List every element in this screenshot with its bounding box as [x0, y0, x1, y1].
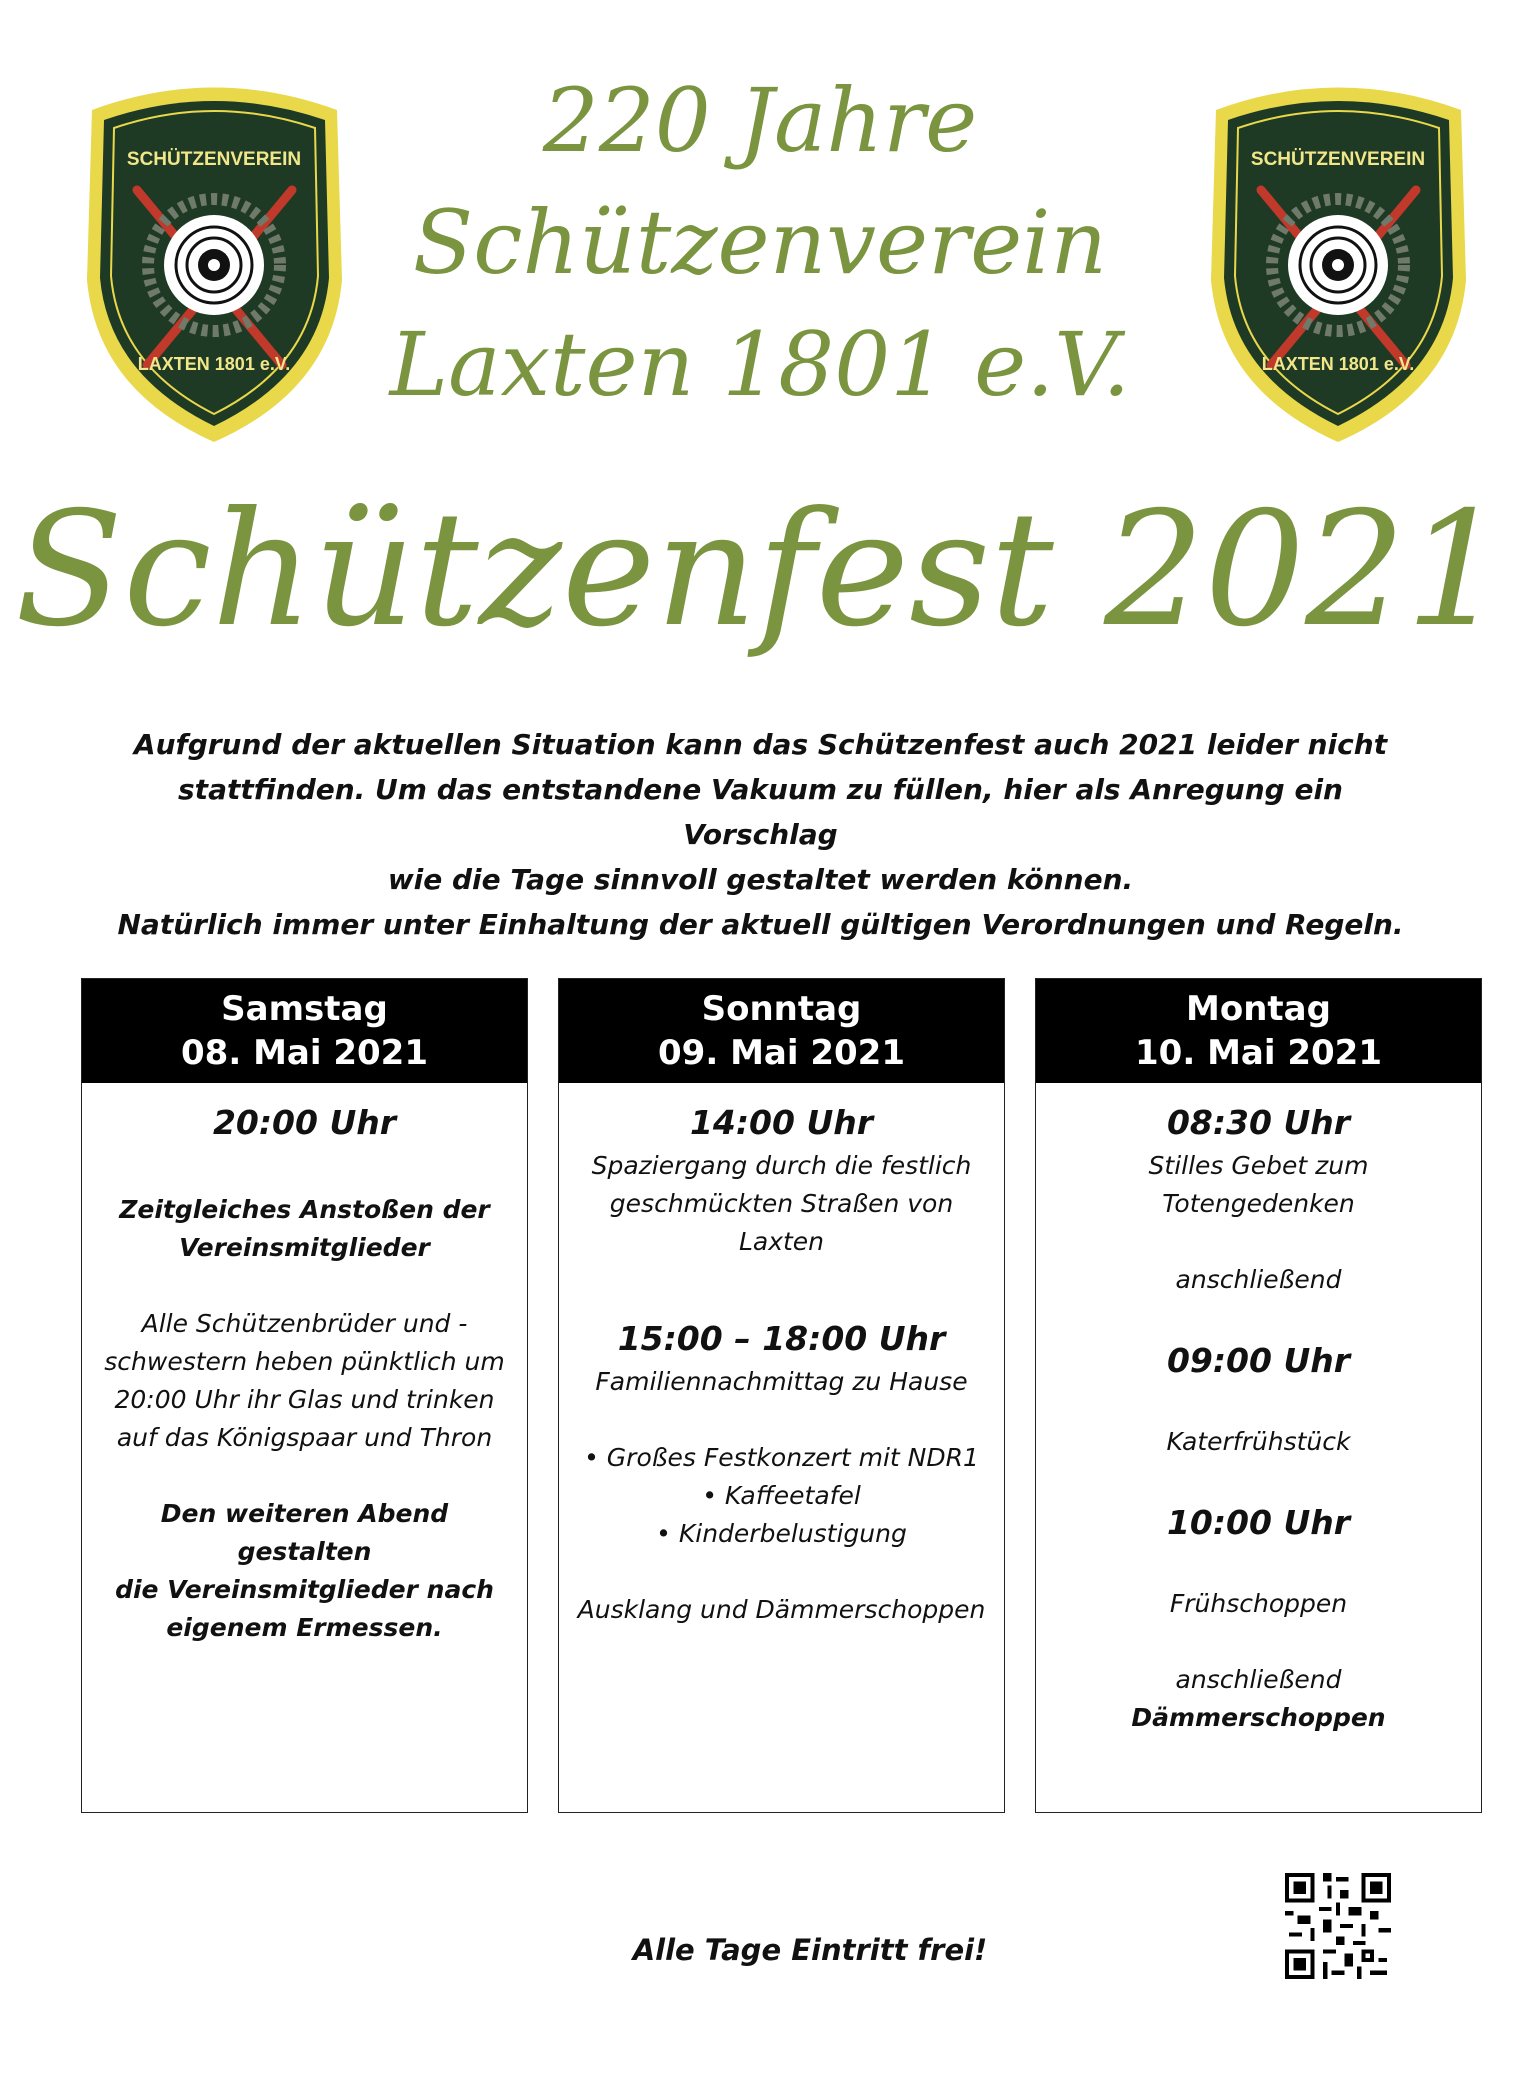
event-time: 09:00 Uhr [1166, 1341, 1351, 1380]
day-body [1036, 1083, 1481, 1737]
closing-note: die Vereinsmitglieder nach [115, 1575, 494, 1604]
day-date: 09. Mai 2021 [658, 1033, 905, 1073]
club-emblem-right [1196, 70, 1481, 450]
day-header [559, 979, 1004, 1083]
title-line-3: Laxten 1801 e.V. [389, 313, 1131, 416]
event-description: 20:00 Uhr ihr Glas und trinken [114, 1385, 495, 1414]
closing-note: Dämmerschoppen [1131, 1703, 1386, 1732]
svg-text:SCHÜTZENVEREIN: SCHÜTZENVEREIN [126, 149, 302, 170]
event-time: 20:00 Uhr [212, 1103, 397, 1142]
program-item: • Kinderbelustigung [656, 1519, 907, 1548]
program-item: • Großes Festkonzert mit NDR1 [584, 1443, 979, 1472]
qr-code-icon[interactable] [1285, 1873, 1391, 1979]
event-description: Katerfrühstück [1166, 1427, 1351, 1456]
svg-text:LAXTEN 1801 e.V.: LAXTEN 1801 e.V. [137, 354, 291, 374]
intro-line: Natürlich immer unter Einhaltung der aktuell gültigen Verordnungen und Regeln. [117, 908, 1404, 941]
day-header [1036, 979, 1481, 1083]
day-body [559, 1083, 1004, 1629]
program-item: • Kaffeetafel [702, 1481, 861, 1510]
closing-note: Den weiteren Abend gestalten [160, 1499, 449, 1566]
event-transition: anschließend [1175, 1265, 1342, 1294]
day-column-monday [1035, 978, 1482, 1813]
event-description: geschmückten Straßen von [609, 1189, 954, 1218]
day-column-saturday [81, 978, 528, 1813]
svg-text:SCHÜTZENVEREIN: SCHÜTZENVEREIN [1250, 149, 1426, 170]
event-time: 15:00 – 18:00 Uhr [617, 1319, 946, 1358]
day-column-sunday [558, 978, 1005, 1813]
day-weekday: Samstag [221, 989, 388, 1029]
day-date: 10. Mai 2021 [1135, 1033, 1382, 1073]
svg-text:LAXTEN 1801 e.V.: LAXTEN 1801 e.V. [1261, 354, 1415, 374]
event-description: Totengedenken [1162, 1189, 1355, 1218]
event-description: Alle Schützenbrüder und - [141, 1309, 468, 1338]
closing-note: eigenem Ermessen. [166, 1613, 443, 1642]
event-description: Familiennachmittag zu Hause [595, 1367, 968, 1396]
day-weekday: Sonntag [701, 989, 862, 1029]
fest-title: Schützenfest 2021 [14, 478, 1507, 662]
event-description: Laxten [738, 1227, 825, 1256]
event-time: 14:00 Uhr [689, 1103, 874, 1142]
day-body [82, 1083, 527, 1647]
event-time: 10:00 Uhr [1166, 1503, 1351, 1542]
closing-note: Ausklang und Dämmerschoppen [577, 1595, 986, 1624]
event-title: Vereinsmitglieder [179, 1233, 430, 1262]
event-description: schwestern heben pünktlich um [104, 1347, 505, 1376]
event-description: Spaziergang durch die festlich [591, 1151, 972, 1180]
club-emblem-left [72, 70, 357, 450]
event-description: auf das Königspaar und Thron [116, 1423, 493, 1452]
event-title: Zeitgleiches Anstoßen der [119, 1195, 490, 1224]
intro-line: Aufgrund der aktuellen Situation kann das Schützenfest auch 2021 leider nicht [133, 728, 1388, 761]
day-header [82, 979, 527, 1083]
free-entry-note: Alle Tage Eintritt frei! [632, 1933, 988, 1967]
day-weekday: Montag [1186, 989, 1331, 1029]
event-description: Frühschoppen [1169, 1589, 1348, 1618]
event-description: Stilles Gebet zum [1148, 1151, 1369, 1180]
event-transition: anschließend [1175, 1665, 1342, 1694]
title-line-1: 220 Jahre [542, 69, 978, 172]
intro-line: wie die Tage sinnvoll gestaltet werden können. [387, 863, 1134, 896]
intro-text [100, 722, 1421, 947]
event-time: 08:30 Uhr [1166, 1103, 1351, 1142]
day-date: 08. Mai 2021 [181, 1033, 428, 1073]
anniversary-title [340, 60, 1180, 426]
title-line-2: Schützenverein [412, 191, 1108, 294]
intro-line: stattfinden. Um das entstandene Vakuum zu füllen, hier als Anregung ein Vorschlag [178, 773, 1343, 851]
